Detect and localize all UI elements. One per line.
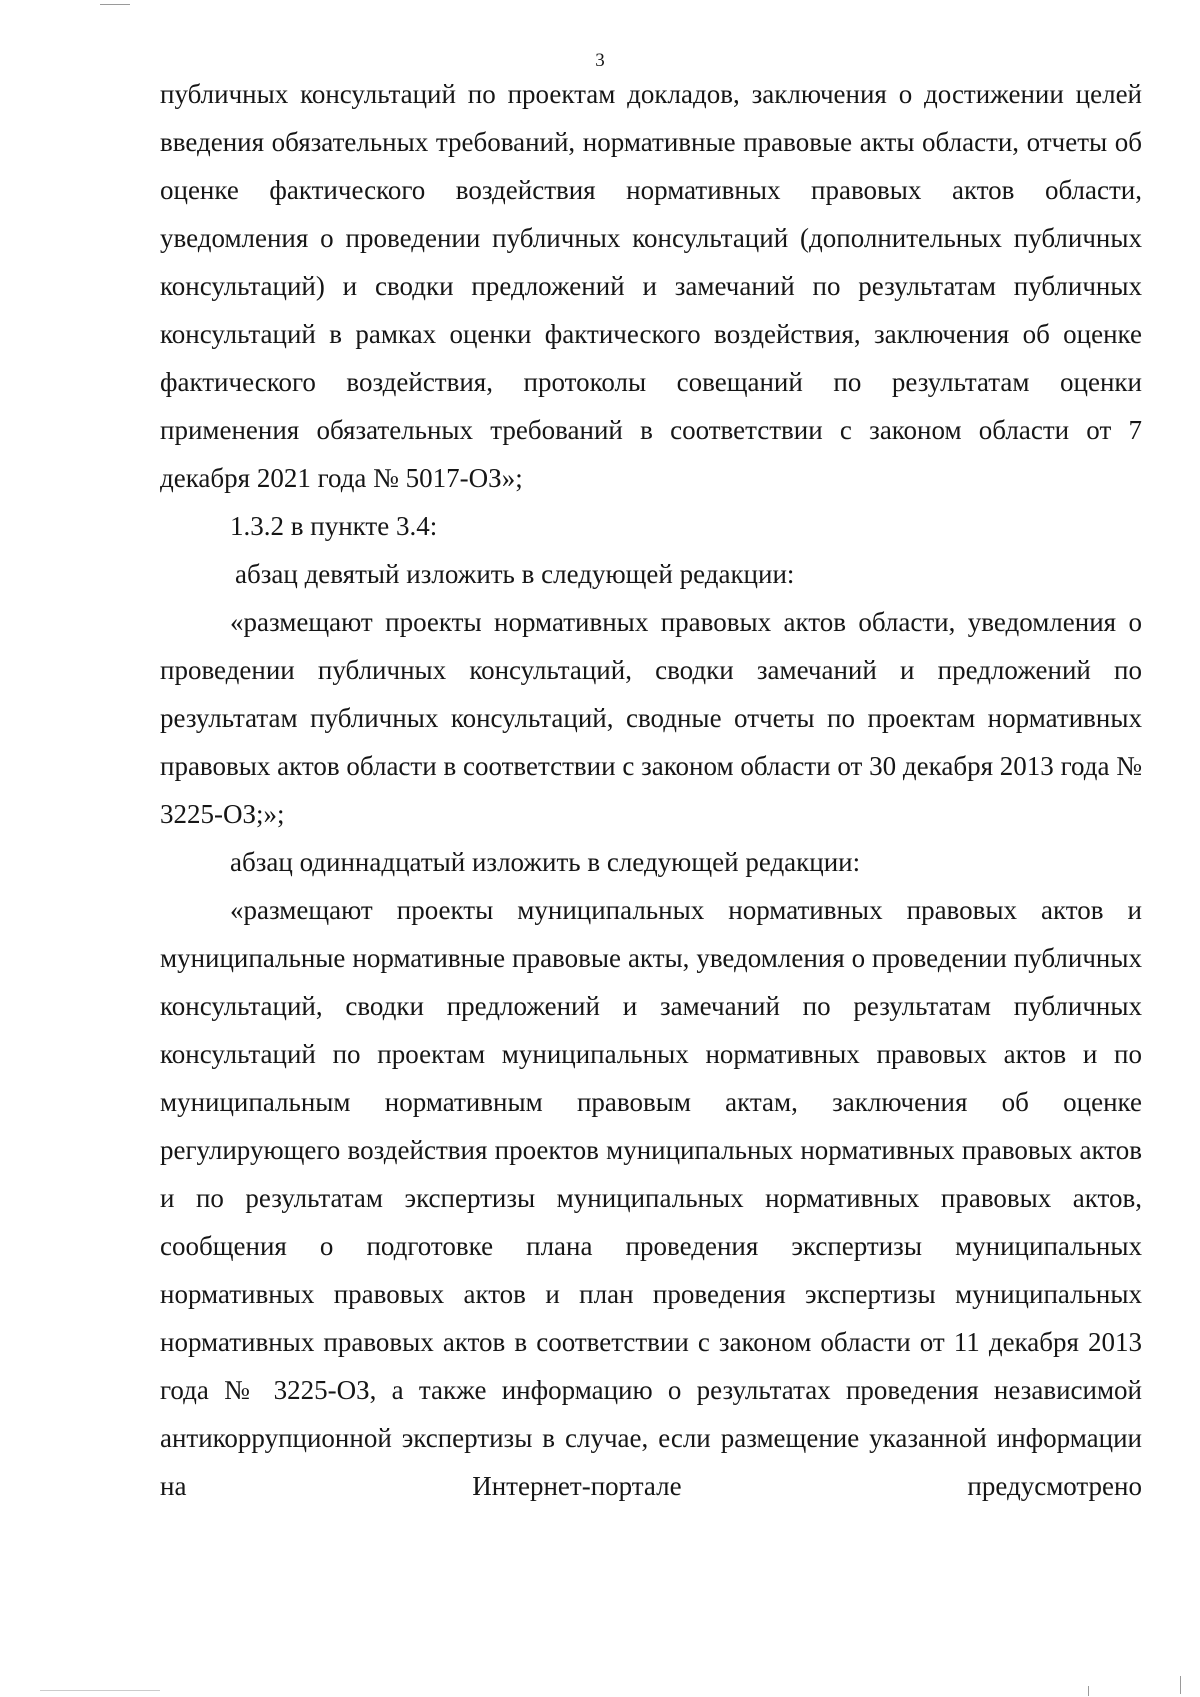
scan-artifact-top-left	[100, 4, 130, 5]
scan-artifact-bottom-right-2	[1088, 1686, 1089, 1696]
scan-artifact-bottom-right	[1180, 1676, 1181, 1694]
page-number: 3	[595, 50, 605, 71]
paragraph-eleventh-abzac-instruction: абзац одиннадцатый изложить в следующей редакции:	[230, 847, 861, 877]
paragraph-eleventh-abzac-text: «размещают проекты муниципальных нормативных правовых актов и муниципальные нормативные правовые акты, уведомления о проведении публичных консультаций, сводки предложений и замечаний по результатам публичных консультаций по проектам муниципальных нормативных правовых актов и по муниципальным нормативным правовым актам, заключения об оценке регулирующего воздействия проектов муниципальных нормативных правовых актов и по результатам экспертизы муниципальных нормативных правовых актов, сообщения о подготовке плана проведения экспертизы муниципальных нормативных правовых актов и план проведения экспертизы муниципальных нормативных правовых актов в соответствии с законом области от 11 декабря 2013 года № 3225-ОЗ, а также информацию о результатах проведения независимой антикоррупционной экспертизы в случае, если размещение указанной информации на Интернет-портале предусмотрено	[160, 895, 1142, 1501]
document-body	[160, 70, 1142, 1510]
paragraph-ninth-abzac-instruction: абзац девятый изложить в следующей редакции:	[235, 559, 795, 589]
paragraph-continuation: публичных консультаций по проектам докладов, заключения о достижении целей введения обязательных требований, нормативные правовые акты области, отчеты об оценке фактического воздействия нормативных правовых актов области, уведомления о проведении публичных консультаций (дополнительных публичных консультаций) и сводки предложений и замечаний по результатам публичных консультаций в рамках оценки фактического воздействия, заключения об оценке фактического воздействия, протоколы совещаний по результатам оценки применения обязательных требований в соответствии с законом области от 7 декабря 2021 года № 5017-ОЗ»;	[160, 79, 1142, 493]
paragraph-item-1-3-2: 1.3.2 в пункте 3.4:	[230, 511, 438, 541]
scan-artifact-bottom-left	[40, 1690, 160, 1691]
paragraph-ninth-abzac-text: «размещают проекты нормативных правовых актов области, уведомления о проведении публичных консультаций, сводки замечаний и предложений по результатам публичных консультаций, сводные отчеты по проектам нормативных правовых актов области в соответствии с законом области от 30 декабря 2013 года № 3225-ОЗ;»;	[160, 607, 1142, 829]
